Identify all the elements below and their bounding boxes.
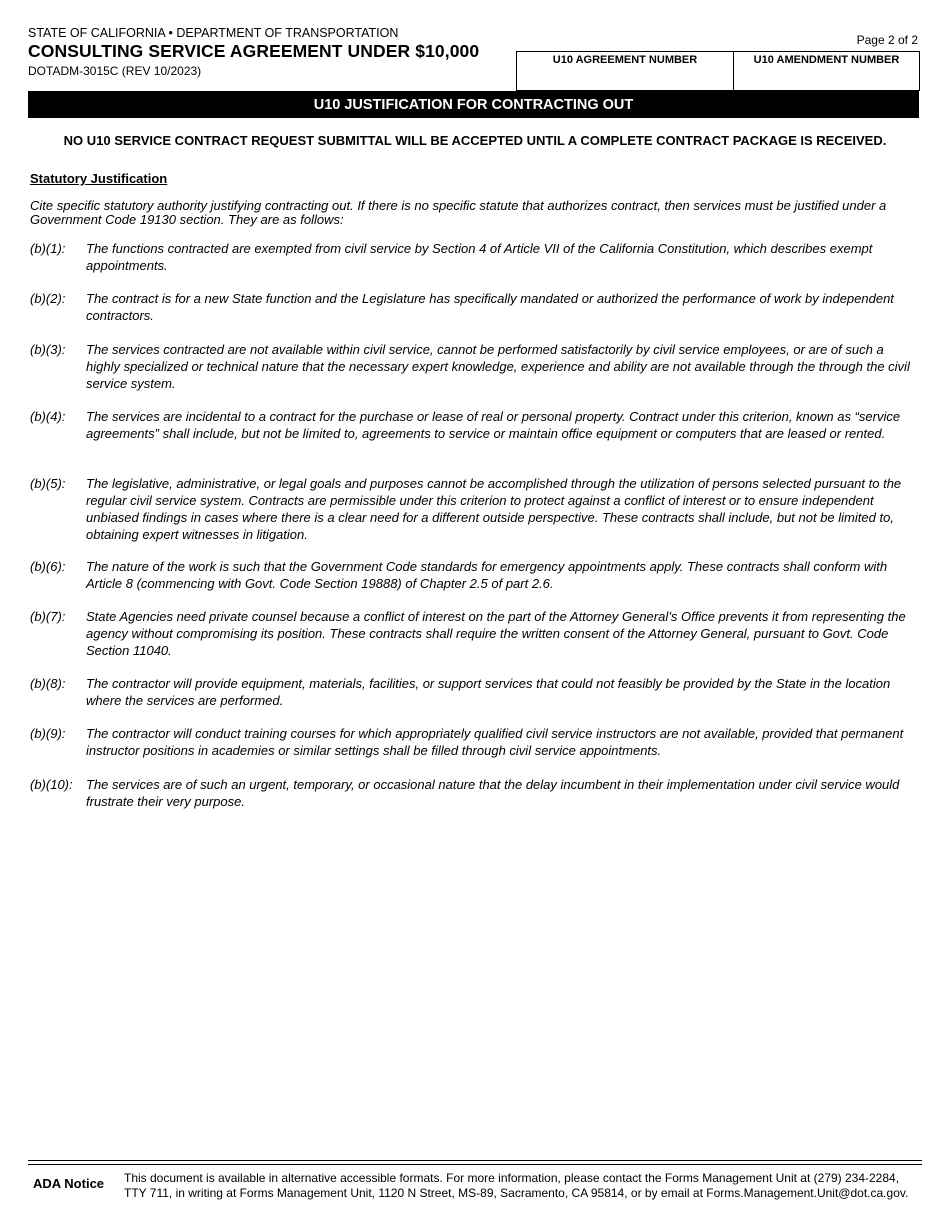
justification-item (30, 675, 915, 709)
justification-item (30, 776, 915, 810)
item-code: (b)(7): (30, 609, 66, 624)
ada-notice-text: This document is available in alternative accessible formats. For more information, please contact the Forms Management Unit at (279) 234-2284, TTY 711, in writing at Forms Management Unit, 1120 N Street, MS-89, Sacramento, CA 95814, or by email at Forms.Management.Unit@dot.ca.gov. (124, 1171, 909, 1200)
item-code: (b)(9): (30, 726, 66, 741)
justification-item (30, 725, 915, 759)
justification-item (30, 608, 915, 659)
footer-divider (28, 1160, 922, 1161)
item-code: (b)(10): (30, 777, 73, 792)
form-number: DOTADM-3015C (REV 10/2023) (28, 64, 202, 78)
page-number: Page 2 of 2 (856, 33, 918, 47)
footer-divider (28, 1164, 922, 1165)
item-text: The contract is for a new State function and the Legislature has specifically mandated or authorized the performance of work by independent contractors. (86, 291, 894, 323)
submittal-notice: NO U10 SERVICE CONTRACT REQUEST SUBMITTAL WILL BE ACCEPTED UNTIL A COMPLETE CONTRACT PACKAGE IS RECEIVED. (63, 133, 887, 148)
justification-item (30, 290, 915, 324)
justification-item (30, 558, 915, 592)
item-text: The services are of such an urgent, temporary, or occasional nature that the delay incumbent in their implementation under civil service would frustrate their very purpose. (86, 777, 900, 809)
agreement-number-label: U10 AGREEMENT NUMBER (552, 54, 698, 66)
item-text: The services are incidental to a contract for the purchase or lease of real or personal property. Contract under this criterion, known as “service agreements” shall include, but not be limited to, agreements to service or maintain office equipment or computers that are leased or rented. (86, 409, 901, 441)
item-text: The nature of the work is such that the Government Code standards for emergency appointments apply. These contracts shall conform with Article 8 (commencing with Govt. Code Section 19888) of Chapter 2.5 of part 2.6. (86, 559, 888, 591)
agency-line: STATE OF CALIFORNIA • DEPARTMENT OF TRANSPORTATION (28, 26, 399, 40)
justification-item (30, 475, 915, 543)
item-text: The contractor will provide equipment, materials, facilities, or support services that could not feasibly be provided by the State in the location where the services are performed. (86, 676, 891, 708)
item-text: State Agencies need private counsel because a conflict of interest on the part of the Attorney General’s Office prevents it from representing the agency without compromising its position. These contracts shall require the written consent of the Attorney General, pursuant to Govt. Code Section 11040. (86, 609, 906, 658)
item-text: The functions contracted are exempted from civil service by Section 4 of Article VII of the California Constitution, which describes exempt appointments. (86, 241, 873, 273)
item-code: (b)(3): (30, 342, 66, 357)
amendment-number-field[interactable] (733, 51, 920, 91)
item-code: (b)(4): (30, 409, 66, 424)
item-text: The contractor will conduct training courses for which appropriately qualified civil service instructors are not available, provided that permanent instructor positions in academies or similar settings shall be filled through civil service appointments. (86, 726, 904, 758)
section-bar: U10 JUSTIFICATION FOR CONTRACTING OUT (28, 91, 919, 118)
justification-item (30, 240, 915, 274)
item-text: The legislative, administrative, or legal goals and purposes cannot be accomplished through the utilization of persons selected pursuant to the regular civil service system. Contracts are permissible under this criterion to protect against a conflict of interest or to ensure independent unbiased findings in cases where there is a clear need for a different outside perspective. These contracts shall include, but not be limited to, obtaining expert witnesses in litigation. (86, 476, 902, 542)
item-code: (b)(6): (30, 559, 66, 574)
item-code: (b)(8): (30, 676, 66, 691)
ada-notice-label: ADA Notice (33, 1176, 105, 1191)
item-code: (b)(2): (30, 291, 66, 306)
item-text: The services contracted are not available within civil service, cannot be performed satisfactorily by civil service employees, or are of such a highly specialized or technical nature that the necessary expert knowledge, experience and ability are not available through the through the civil service system. (86, 342, 910, 391)
form-title: CONSULTING SERVICE AGREEMENT UNDER $10,000 (28, 41, 480, 61)
statutory-intro: Cite specific statutory authority justifying contracting out. If there is no specific statute that authorizes contract, then services must be justified under a Government Code 19130 section. They are as follows: (30, 198, 887, 227)
justification-item (30, 341, 915, 392)
agreement-number-field[interactable] (516, 51, 734, 91)
item-code: (b)(1): (30, 241, 66, 256)
justification-item (30, 408, 915, 442)
item-code: (b)(5): (30, 476, 66, 491)
amendment-number-label: U10 AMENDMENT NUMBER (753, 54, 900, 66)
statutory-heading: Statutory Justification (30, 171, 168, 186)
